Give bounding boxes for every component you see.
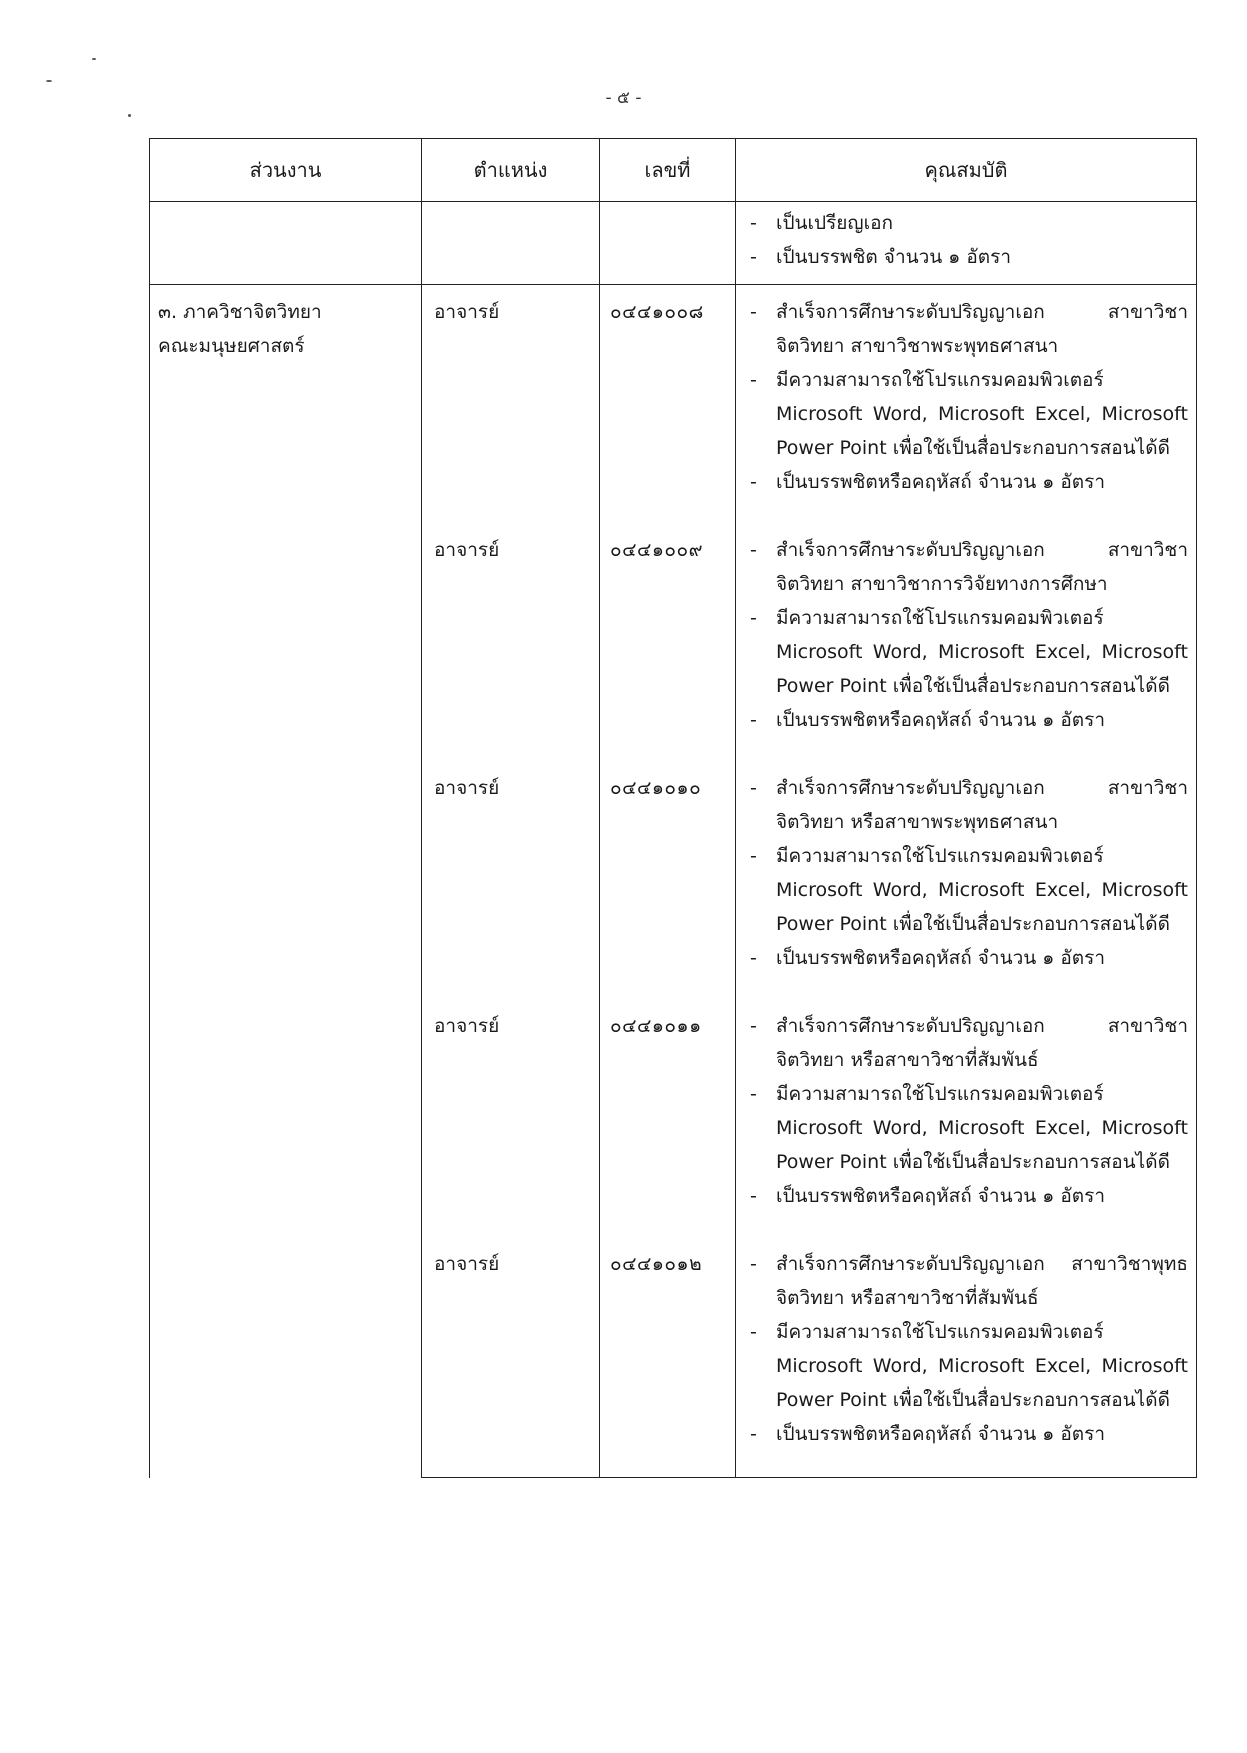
qualification-item: - เป็นบรรพชิตหรือคฤหัสถ์ จำนวน ๑ อัตรา — [750, 471, 1106, 493]
qualification-list — [744, 295, 1188, 499]
qualification-item: - สำเร็จการศึกษาระดับปริญญาเอก สาขาวิชาจิตวิทยา สาขาวิชาพระพุทธศาสนา — [750, 301, 1188, 357]
position-title: อาจารย์ — [422, 1237, 600, 1478]
table-header-row — [150, 139, 1197, 202]
position-number: ๐๔๔๑๐๐๙ — [600, 523, 736, 761]
qualification-item: - สำเร็จการศึกษาระดับปริญญาเอก สาขาวิชาพุทธจิตวิทยา หรือสาขาวิชาที่สัมพันธ์ — [750, 1253, 1188, 1309]
header-unit: ส่วนงาน — [150, 139, 422, 202]
qualification-item: - สำเร็จการศึกษาระดับปริญญาเอก สาขาวิชาจิตวิทยา หรือสาขาพระพุทธศาสนา — [750, 777, 1188, 833]
qualification-cell — [736, 285, 1197, 524]
qualification-item: - เป็นบรรพชิตหรือคฤหัสถ์ จำนวน ๑ อัตรา — [750, 709, 1106, 731]
header-position: ตำแหน่ง — [422, 139, 600, 202]
qualification-item: - เป็นบรรพชิตหรือคฤหัสถ์ จำนวน ๑ อัตรา — [750, 947, 1106, 969]
position-title: อาจารย์ — [422, 999, 600, 1237]
header-qualification: คุณสมบัติ — [736, 139, 1197, 202]
continuation-row — [150, 202, 1197, 285]
positions-table — [149, 138, 1197, 1478]
unit-faculty: คณะมนุษยศาสตร์ — [158, 335, 305, 357]
position-number: ๐๔๔๑๐๑๒ — [600, 1237, 736, 1478]
unit-cell — [150, 285, 422, 1478]
qualification-list — [744, 1247, 1188, 1451]
empty-cell — [600, 202, 736, 285]
header-number: เลขที่ — [600, 139, 736, 202]
qualification-cell — [736, 523, 1197, 761]
qualification-item: - สำเร็จการศึกษาระดับปริญญาเอก สาขาวิชาจิตวิทยา สาขาวิชาการวิจัยทางการศึกษา — [750, 539, 1188, 595]
qualification-list — [744, 533, 1188, 737]
unit-department: ๓. ภาควิชาจิตวิทยา — [158, 301, 322, 323]
qualification-item: - มีความสามารถใช้โปรแกรมคอมพิวเตอร์ Microsoft Word, Microsoft Excel, Microsoft Power Point เพื่อใช้เป็นสื่อประกอบการสอนได้ดี — [750, 1321, 1188, 1411]
qualification-list — [744, 1009, 1188, 1213]
table-row — [150, 285, 1197, 524]
qualification-list — [744, 771, 1188, 975]
position-title: อาจารย์ — [422, 523, 600, 761]
scan-speck — [128, 114, 131, 117]
qualification-cell — [736, 202, 1197, 285]
qualification-item: - มีความสามารถใช้โปรแกรมคอมพิวเตอร์ Microsoft Word, Microsoft Excel, Microsoft Power Point เพื่อใช้เป็นสื่อประกอบการสอนได้ดี — [750, 845, 1188, 935]
qualification-item: - มีความสามารถใช้โปรแกรมคอมพิวเตอร์ Microsoft Word, Microsoft Excel, Microsoft Power Point เพื่อใช้เป็นสื่อประกอบการสอนได้ดี — [750, 369, 1188, 459]
scan-speck — [92, 58, 96, 60]
position-title: อาจารย์ — [422, 761, 600, 999]
qualification-item: - สำเร็จการศึกษาระดับปริญญาเอก สาขาวิชาจิตวิทยา หรือสาขาวิชาที่สัมพันธ์ — [750, 1015, 1188, 1071]
qualification-item: - เป็นบรรพชิตหรือคฤหัสถ์ จำนวน ๑ อัตรา — [750, 1423, 1106, 1445]
position-title: อาจารย์ — [422, 285, 600, 524]
qualification-item: - เป็นบรรพชิต จำนวน ๑ อัตรา — [750, 246, 1012, 268]
qualification-item: - มีความสามารถใช้โปรแกรมคอมพิวเตอร์ Microsoft Word, Microsoft Excel, Microsoft Power Point เพื่อใช้เป็นสื่อประกอบการสอนได้ดี — [750, 1083, 1188, 1173]
qualification-cell — [736, 761, 1197, 999]
qualification-cell — [736, 999, 1197, 1237]
position-number: ๐๔๔๑๐๐๘ — [600, 285, 736, 524]
qualification-list — [744, 206, 1188, 274]
qualification-cell — [736, 1237, 1197, 1478]
qualification-item: - มีความสามารถใช้โปรแกรมคอมพิวเตอร์ Microsoft Word, Microsoft Excel, Microsoft Power Point เพื่อใช้เป็นสื่อประกอบการสอนได้ดี — [750, 607, 1188, 697]
qualification-item: - เป็นเปรียญเอก — [750, 212, 894, 234]
empty-cell — [422, 202, 600, 285]
page-number: - ๕ - — [605, 88, 642, 108]
position-number: ๐๔๔๑๐๑๐ — [600, 761, 736, 999]
scan-speck — [46, 80, 52, 82]
qualification-item: - เป็นบรรพชิตหรือคฤหัสถ์ จำนวน ๑ อัตรา — [750, 1185, 1106, 1207]
position-number: ๐๔๔๑๐๑๑ — [600, 999, 736, 1237]
empty-cell — [150, 202, 422, 285]
